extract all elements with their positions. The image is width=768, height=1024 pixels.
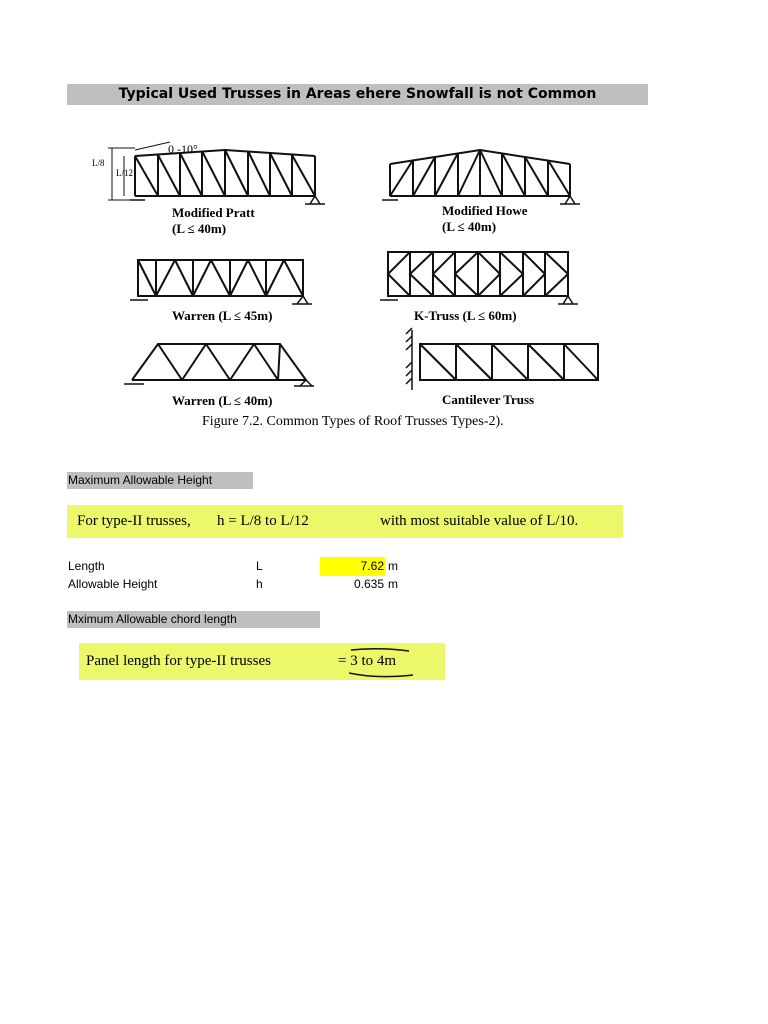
panel-note-left: Panel length for type-II trusses: [86, 653, 271, 669]
cantilever-truss: [420, 344, 598, 380]
handwritten-underline-marks: [347, 645, 417, 679]
truss-figure: [80, 128, 640, 440]
warren-40-truss: [132, 344, 306, 380]
height-label: Allowable Height: [68, 577, 158, 591]
section-heading-chord-length: Mximum Allowable chord length: [67, 611, 320, 628]
modified-howe-truss: [390, 150, 570, 196]
caption-modified-howe: Modified Howe (L ≤ 40m): [442, 203, 528, 234]
length-label: Length: [68, 559, 105, 573]
height-unit: m: [388, 577, 398, 591]
panel-length-note: [79, 643, 445, 680]
length-value-cell[interactable]: [320, 557, 385, 576]
dim-l12-label: L/12: [116, 168, 133, 178]
height-symbol: h: [256, 577, 263, 591]
panel-note-right: = 3 to 4m: [338, 653, 397, 669]
length-unit: m: [388, 559, 398, 573]
height-value: 0.635: [353, 577, 384, 591]
section-heading-max-height: Maximum Allowable Height: [67, 472, 253, 489]
length-symbol: L: [256, 559, 263, 573]
caption-cantilever: Cantilever Truss: [442, 392, 535, 407]
caption-warren-45: Warren (L ≤ 45m): [172, 308, 273, 323]
figure-caption: Figure 7.2. Common Types of Roof Trusses Types-2).: [202, 414, 504, 429]
caption-k-truss: K-Truss (L ≤ 60m): [414, 308, 517, 323]
k-truss: [388, 252, 568, 296]
caption-modified-pratt: Modified Pratt (L ≤ 40m): [172, 205, 255, 236]
warren-45-truss: [138, 260, 303, 296]
modified-pratt-truss: [135, 150, 315, 196]
height-formula-note: [67, 505, 623, 538]
page-title: Typical Used Trusses in Areas ehere Snowfall is not Common: [67, 84, 648, 105]
caption-warren-40: Warren (L ≤ 40m): [172, 393, 273, 408]
angle-label: 0 -10°: [168, 142, 198, 156]
height-note-left: For type-II trusses,: [77, 513, 191, 529]
length-value: 7.62: [360, 559, 384, 573]
height-note-formula: h = L/8 to L/12: [217, 513, 309, 529]
height-note-right: with most suitable value of L/10.: [380, 513, 579, 529]
truss-diagrams-svg: [80, 128, 640, 440]
dim-l8-label: L/8: [92, 158, 105, 168]
